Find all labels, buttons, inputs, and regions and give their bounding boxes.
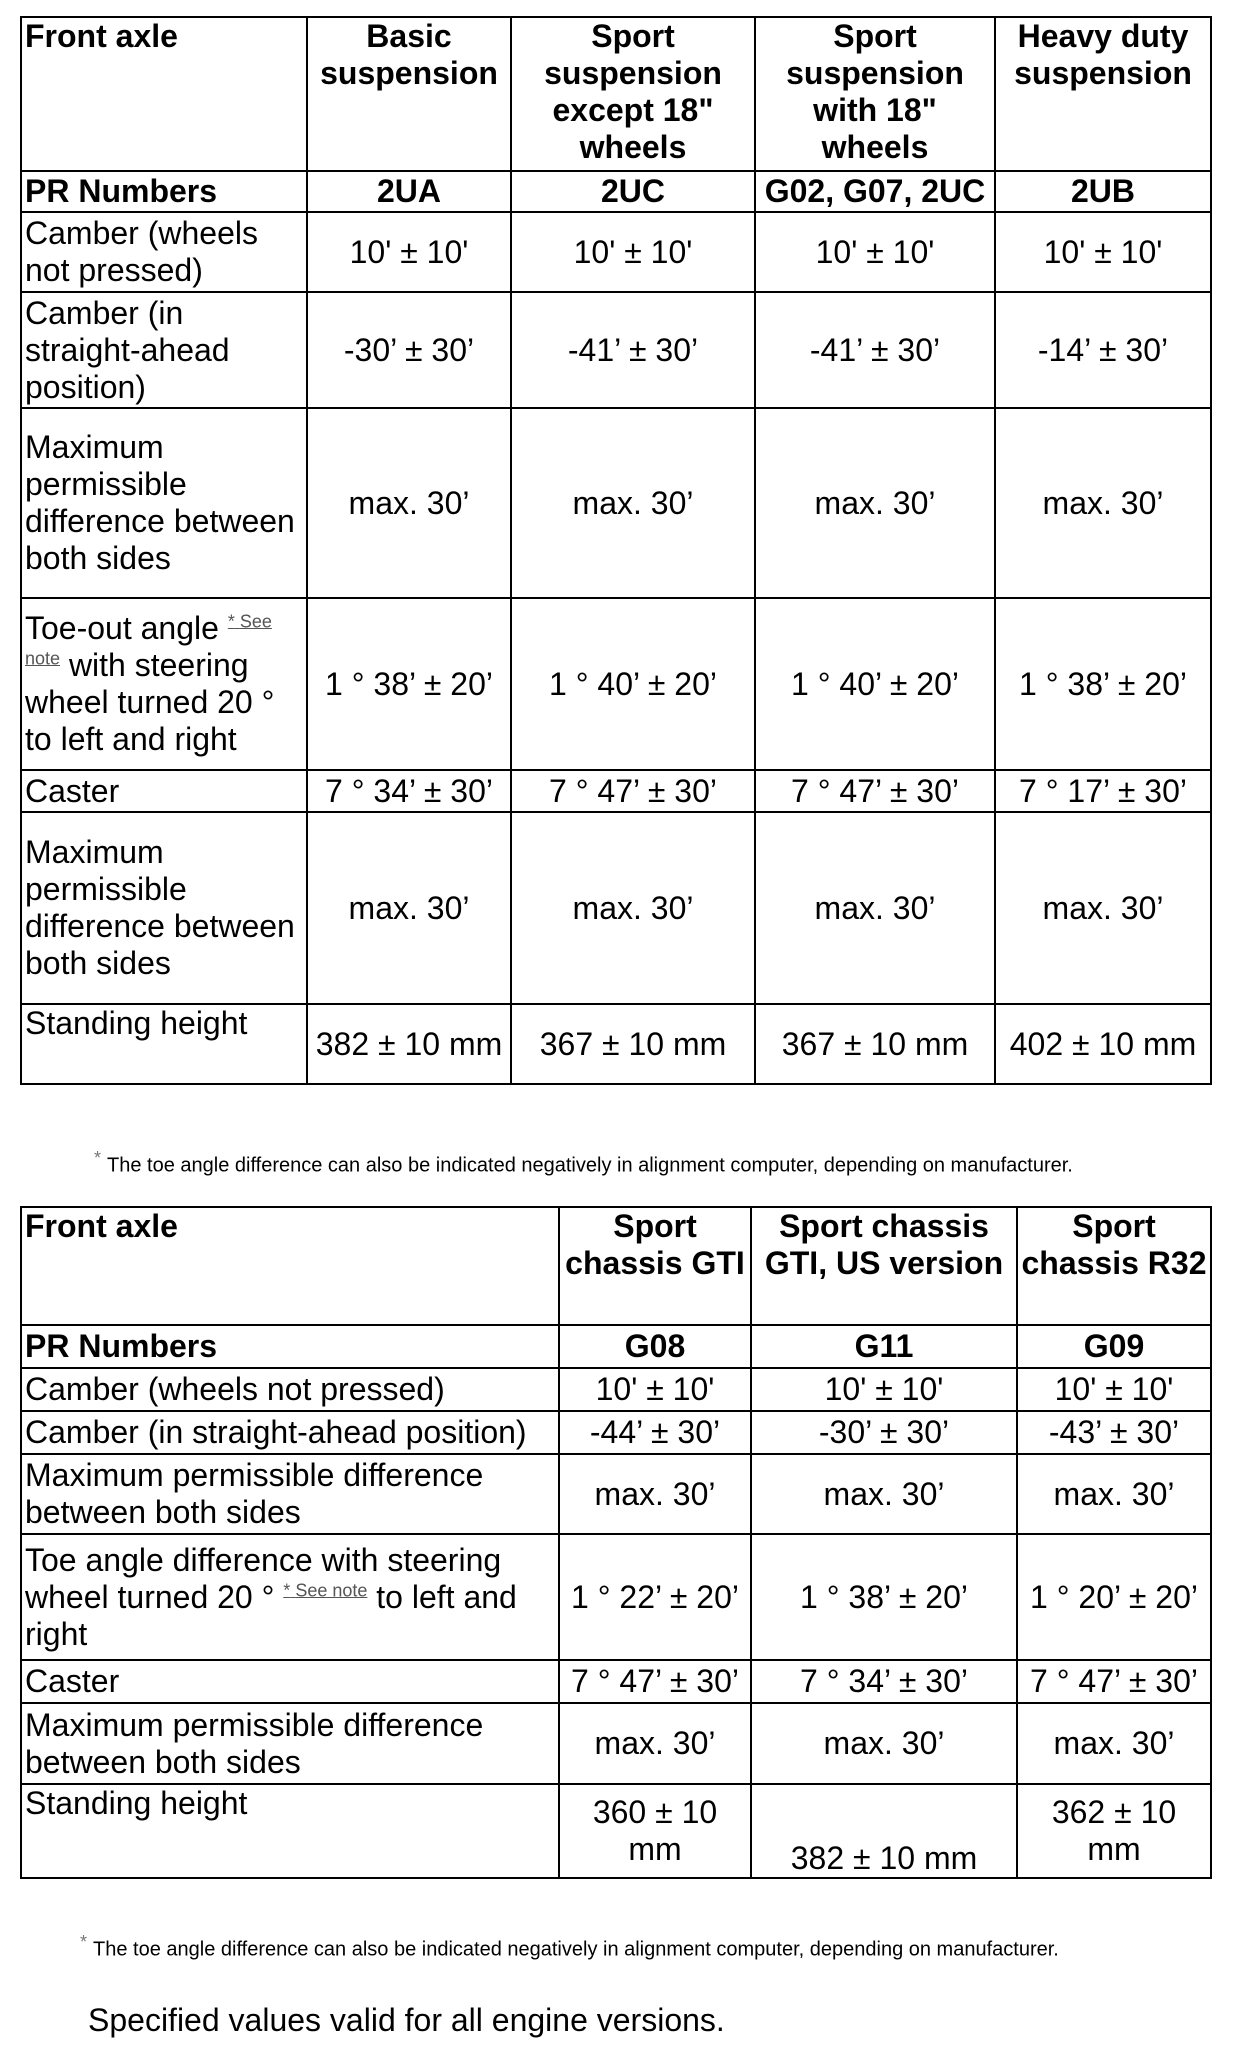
pr-number: G02, G07, 2UC — [755, 171, 995, 212]
row-label: Caster — [21, 1660, 559, 1703]
value-cell: 7 ° 47’ ± 30’ — [511, 770, 755, 812]
row-label: Maximum permissible difference between both sides — [21, 812, 307, 1004]
row-label: Maximum permissible difference between both sides — [21, 408, 307, 598]
caster-row — [21, 1660, 1211, 1703]
value-cell: max. 30’ — [1017, 1454, 1211, 1534]
pr-numbers-label: PR Numbers — [21, 1325, 559, 1368]
value-cell: -44’ ± 30’ — [559, 1411, 751, 1454]
value-cell: max. 30’ — [511, 408, 755, 598]
value-cell: 1 ° 22’ ± 20’ — [559, 1534, 751, 1660]
footnote-2 — [80, 1930, 1059, 1962]
pr-numbers-row — [21, 1325, 1211, 1368]
footnote-text: The toe angle difference can also be indicated negatively in alignment computer, depending on manufacturer. — [93, 1938, 1059, 1961]
header-sport-chassis-gti: Sport chassis GTI — [559, 1207, 751, 1325]
value-cell: 367 ± 10 mm — [755, 1004, 995, 1084]
value-cell: 7 ° 47’ ± 30’ — [755, 770, 995, 812]
camber-not-pressed-row — [21, 212, 1211, 292]
asterisk-icon: * — [94, 1148, 102, 1168]
max-difference-row — [21, 1454, 1211, 1534]
value-cell: 362 ± 10 mm — [1017, 1784, 1211, 1878]
value-cell: 402 ± 10 mm — [995, 1004, 1211, 1084]
pr-number: G08 — [559, 1325, 751, 1368]
header-front-axle: Front axle — [21, 17, 307, 171]
value-cell: max. 30’ — [995, 812, 1211, 1004]
value-cell: max. 30’ — [559, 1454, 751, 1534]
pr-numbers-label: PR Numbers — [21, 171, 307, 212]
header-heavy-duty-suspension: Heavy duty suspension — [995, 17, 1211, 171]
value-cell: max. 30’ — [755, 408, 995, 598]
row-label: Camber (in straight-ahead position) — [21, 292, 307, 408]
see-note-link[interactable] — [283, 1580, 367, 1600]
value-cell: 1 ° 38’ ± 20’ — [307, 598, 511, 770]
row-label — [21, 598, 307, 770]
value-cell: max. 30’ — [307, 812, 511, 1004]
value-cell: 7 ° 34’ ± 30’ — [751, 1660, 1017, 1703]
engine-versions-note: Specified values valid for all engine versions. — [88, 2002, 725, 2038]
value-cell: 382 ± 10 mm — [307, 1004, 511, 1084]
pr-number: G11 — [751, 1325, 1017, 1368]
front-axle-table-2 — [20, 1206, 1212, 1879]
front-axle-table-1 — [20, 16, 1212, 1085]
toe-out-label-end: with steering wheel turned 20 ° to left and right — [25, 647, 275, 757]
value-cell: max. 30’ — [755, 812, 995, 1004]
toe-angle-label-start: Toe angle difference with steering wheel turned 20 ° — [25, 1541, 502, 1615]
pr-number: G09 — [1017, 1325, 1211, 1368]
header-sport-suspension-with-18: Sport suspension with 18" wheels — [755, 17, 995, 171]
pr-number: 2UB — [995, 171, 1211, 212]
value-cell: 1 ° 40’ ± 20’ — [511, 598, 755, 770]
footnote-text: The toe angle difference can also be indicated negatively in alignment computer, depending on manufacturer. — [107, 1154, 1073, 1177]
header-sport-chassis-r32: Sport chassis R32 — [1017, 1207, 1211, 1325]
value-cell: 10' ± 10' — [755, 212, 995, 292]
max-difference-row — [21, 812, 1211, 1004]
value-cell: max. 30’ — [1017, 1703, 1211, 1784]
pr-number: 2UA — [307, 171, 511, 212]
pr-number: 2UC — [511, 171, 755, 212]
value-cell: -30’ ± 30’ — [751, 1411, 1017, 1454]
value-cell: 7 ° 34’ ± 30’ — [307, 770, 511, 812]
value-cell: max. 30’ — [995, 408, 1211, 598]
caster-row — [21, 770, 1211, 812]
toe-angle-difference-row — [21, 1534, 1211, 1660]
value-cell: 7 ° 17’ ± 30’ — [995, 770, 1211, 812]
value-cell: -41’ ± 30’ — [511, 292, 755, 408]
row-label: Maximum permissible difference between both sides — [21, 1703, 559, 1784]
row-label: Camber (in straight-ahead position) — [21, 1411, 559, 1454]
value-cell: 10' ± 10' — [559, 1368, 751, 1411]
value-cell: 10' ± 10' — [1017, 1368, 1211, 1411]
value-cell: max. 30’ — [751, 1454, 1017, 1534]
toe-out-angle-row — [21, 598, 1211, 770]
standing-height-row — [21, 1784, 1211, 1878]
row-label: Standing height — [21, 1784, 559, 1878]
value-cell: -30’ ± 30’ — [307, 292, 511, 408]
pr-numbers-row — [21, 171, 1211, 212]
camber-not-pressed-row — [21, 1368, 1211, 1411]
max-difference-row — [21, 408, 1211, 598]
value-cell: 10' ± 10' — [995, 212, 1211, 292]
value-cell: 1 ° 38’ ± 20’ — [751, 1534, 1017, 1660]
see-note-text: See note — [25, 611, 272, 669]
value-cell: -43’ ± 30’ — [1017, 1411, 1211, 1454]
toe-angle-label-end: to left and right — [25, 1578, 517, 1652]
value-cell: max. 30’ — [307, 408, 511, 598]
value-cell: 1 ° 40’ ± 20’ — [755, 598, 995, 770]
header-basic-suspension: Basic suspension — [307, 17, 511, 171]
header-sport-chassis-gti-us: Sport chassis GTI, US version — [751, 1207, 1017, 1325]
value-cell: 10' ± 10' — [751, 1368, 1017, 1411]
value-cell: max. 30’ — [751, 1703, 1017, 1784]
value-cell: 10' ± 10' — [307, 212, 511, 292]
value-cell: 360 ± 10 mm — [559, 1784, 751, 1878]
value-cell: 367 ± 10 mm — [511, 1004, 755, 1084]
value-cell: 1 ° 20’ ± 20’ — [1017, 1534, 1211, 1660]
value-cell: -41’ ± 30’ — [755, 292, 995, 408]
table-header-row — [21, 1207, 1211, 1325]
value-cell: -14’ ± 30’ — [995, 292, 1211, 408]
value-cell: max. 30’ — [511, 812, 755, 1004]
value-cell: max. 30’ — [559, 1703, 751, 1784]
row-label: Camber (wheels not pressed) — [21, 212, 307, 292]
value-cell: 10' ± 10' — [511, 212, 755, 292]
row-label: Camber (wheels not pressed) — [21, 1368, 559, 1411]
note-marker: * — [227, 611, 235, 632]
max-difference-row — [21, 1703, 1211, 1784]
value-cell: 7 ° 47’ ± 30’ — [1017, 1660, 1211, 1703]
header-front-axle: Front axle — [21, 1207, 559, 1325]
value-cell: 1 ° 38’ ± 20’ — [995, 598, 1211, 770]
camber-straight-ahead-row — [21, 292, 1211, 408]
value-cell: 382 ± 10 mm — [751, 1784, 1017, 1878]
footnote-1 — [94, 1146, 1073, 1178]
asterisk-icon: * — [80, 1932, 88, 1952]
row-label: Standing height — [21, 1004, 307, 1084]
header-sport-suspension-except-18: Sport suspension except 18" wheels — [511, 17, 755, 171]
table-header-row — [21, 17, 1211, 171]
value-cell: 7 ° 47’ ± 30’ — [559, 1660, 751, 1703]
standing-height-row — [21, 1004, 1211, 1084]
row-label — [21, 1534, 559, 1660]
camber-straight-ahead-row — [21, 1411, 1211, 1454]
row-label: Maximum permissible difference between both sides — [21, 1454, 559, 1534]
note-marker: * — [283, 1579, 291, 1600]
see-note-text: See note — [295, 1579, 368, 1600]
row-label: Caster — [21, 770, 307, 812]
toe-out-label-start: Toe-out angle — [25, 610, 219, 646]
